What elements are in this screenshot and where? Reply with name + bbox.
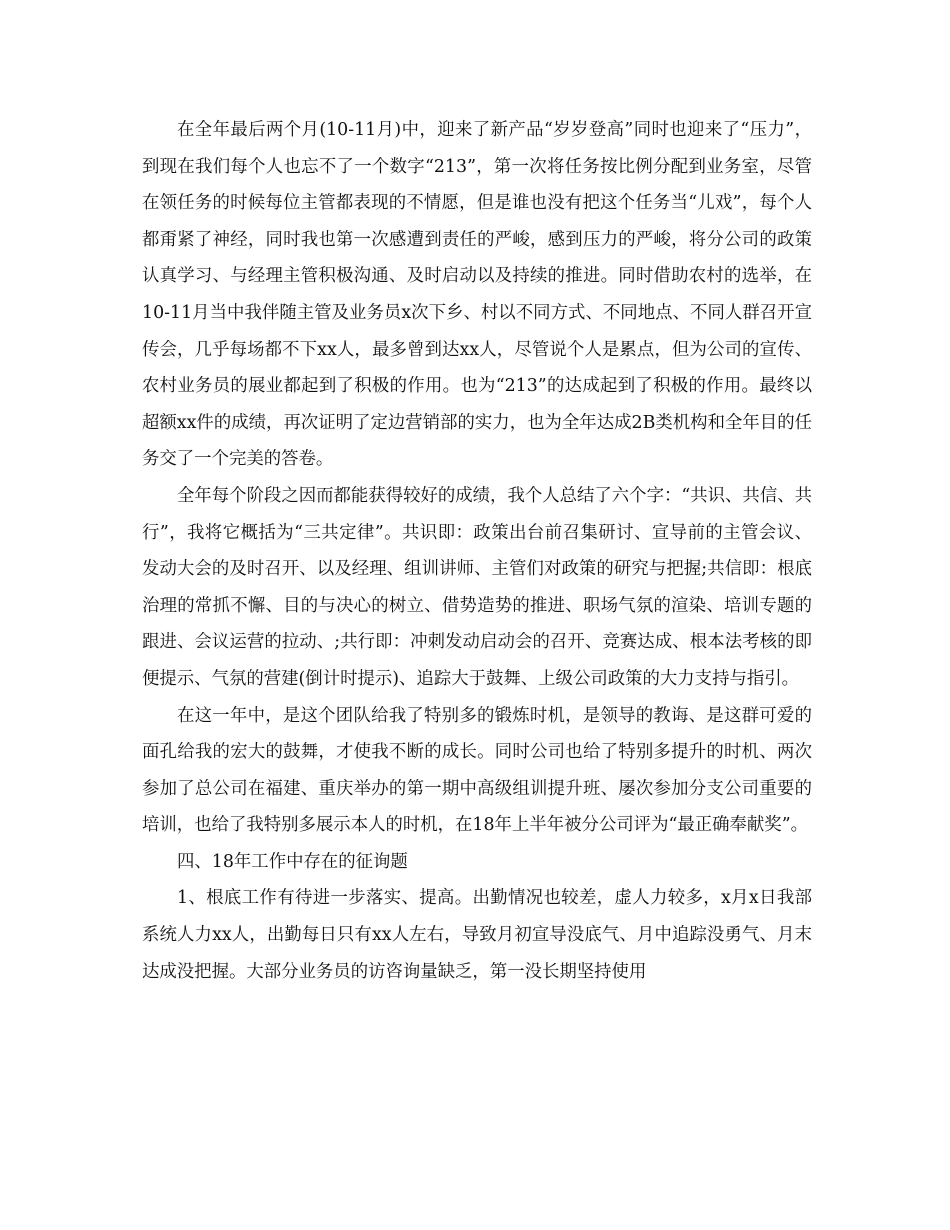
document-body <box>142 112 812 990</box>
paragraph-personal-growth: 在这一年中，是这个团队给我了特别多的锻炼时机，是领导的教诲、是这群可爱的面孔给我的宏大的鼓舞，才使我不断的成长。同时公司也给了特别多提升的时机、两次参加了总公司在福建、重庆举办的第一期中高级组训提升班、屡次参加分支公司重要的培训，也给了我特别多展示本人的时机，在18年上半年被分公司评为“最正确奉献奖”。 <box>142 705 812 836</box>
paragraph-three-common-rules: 全年每个阶段之因而都能获得较好的成绩，我个人总结了六个字：“共识、共信、共行”，我将它概括为“三共定律”。共识即：政策出台前召集研讨、宣导前的主管会议、发动大会的及时召开、以及经理、组训讲师、主管们对政策的研究与把握;共信即：根底治理的常抓不懈、目的与决心的树立、借势造势的推进、职场气氛的渲染、培训专题的跟进、会议运营的拉动、;共行即：冲刺发动启动会的召开、竞赛达成、根本法考核的即便提示、气氛的营建(倒计时提示)、追踪大于鼓舞、上级公司政策的大力支持与指引。 <box>142 485 812 689</box>
paragraph-basic-work-issues: 1、根底工作有待进一步落实、提高。出勤情况也较差，虚人力较多，x月x日我部系统人力xx人，出勤每日只有xx人左右，导致月初宣导没底气、月中追踪没勇气、月末达成没把握。大部分业务员的访咨询量缺乏，第一没长期坚持使用 <box>142 888 812 982</box>
paragraph-year-end-campaign: 在全年最后两个月(10-11月)中，迎来了新产品“岁岁登高”同时也迎来了“压力”，到现在我们每个人也忘不了一个数字“213”，第一次将任务按比例分配到业务室，尽管在领任务的时候每位主管都表现的不情愿，但是谁也没有把这个任务当“儿戏”，每个人都甭紧了神经，同时我也第一次感遭到责任的严峻，感到压力的严峻，将分公司的政策认真学习、与经理主管积极沟通、及时启动以及持续的推进。同时借助农村的选举，在10-11月当中我伴随主管及业务员x次下乡、村以不同方式、不同地点、不同人群召开宣传会，几乎每场都不下xx人，最多曾到达xx人，尽管说个人是累点，但为公司的宣传、农村业务员的展业都起到了积极的作用。也为“213”的达成起到了积极的作用。最终以超额xx件的成绩，再次证明了定边营销部的实力，也为全年达成2B类机构和全年目的任务交了一个完美的答卷。 <box>142 120 812 470</box>
section-heading-problems: 四、18年工作中存在的征询题 <box>177 851 408 872</box>
